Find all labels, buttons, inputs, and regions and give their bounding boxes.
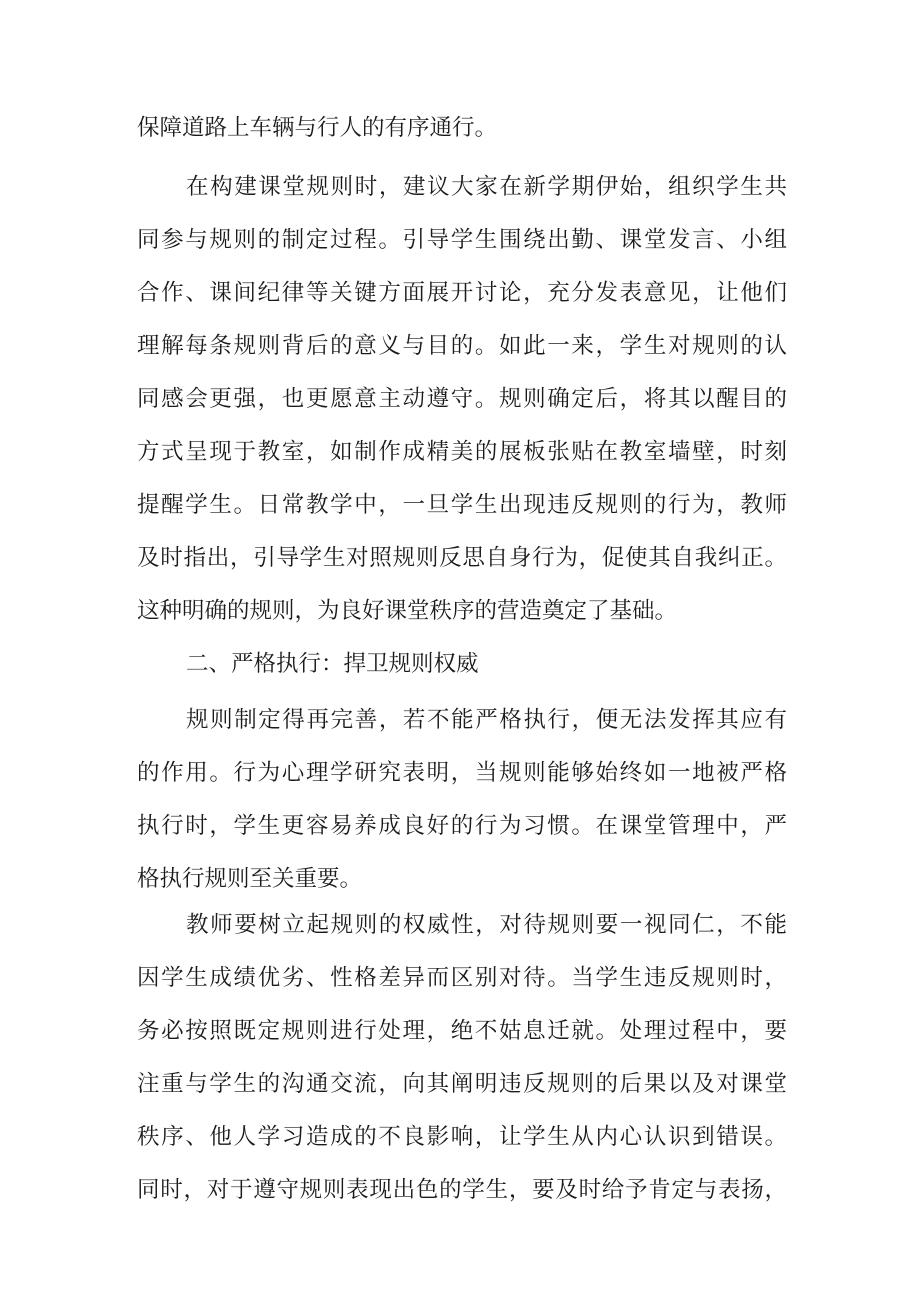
text-line-6: 同感会更强，也更愿意主动遵守。规则确定后，将其以醒目的	[137, 386, 787, 412]
text-line-16: 教师要树立起规则的权威性，对待规则要一视同仁，不能	[186, 912, 787, 938]
text-line-14: 执行时，学生更容易养成良好的行为习惯。在课堂管理中，严	[137, 813, 787, 839]
text-line-20: 秩序、他人学习造成的不良影响，让学生从内心认识到错误。	[137, 1124, 787, 1150]
text-line-5: 理解每条规则背后的意义与目的。如此一来，学生对规则的认	[137, 333, 787, 359]
text-line-7: 方式呈现于教室，如制作成精美的展板张贴在教室墙壁，时刻	[137, 439, 787, 465]
text-line-18: 务必按照既定规则进行处理，绝不姑息迁就。处理过程中，要	[137, 1018, 787, 1044]
text-line-17: 因学生成绩优劣、性格差异而区别对待。当学生违反规则时，	[137, 965, 787, 991]
text-line-8: 提醒学生。日常教学中，一旦学生出现违反规则的行为，教师	[137, 492, 787, 518]
text-line-4: 合作、课间纪律等关键方面展开讨论，充分发表意见，让他们	[137, 280, 787, 306]
text-line-15: 格执行规则至关重要。	[137, 866, 363, 892]
text-line-21: 同时，对于遵守规则表现出色的学生，要及时给予肯定与表扬，	[137, 1177, 787, 1203]
text-line-12: 规则制定得再完善，若不能严格执行，便无法发挥其应有	[186, 707, 787, 733]
text-line-3: 同参与规则的制定过程。引导学生围绕出勤、课堂发言、小组	[137, 227, 787, 253]
text-line-13: 的作用。行为心理学研究表明，当规则能够始终如一地被严格	[137, 760, 787, 786]
text-line-9: 及时指出，引导学生对照规则反思自身行为，促使其自我纠正。	[137, 545, 787, 571]
text-line-19: 注重与学生的沟通交流，向其阐明违反规则的后果以及对课堂	[137, 1071, 787, 1097]
text-line-10: 这种明确的规则，为良好课堂秩序的营造奠定了基础。	[137, 598, 678, 624]
text-line-2: 在构建课堂规则时，建议大家在新学期伊始，组织学生共	[186, 174, 787, 200]
section-heading: 二、严格执行：捍卫规则权威	[186, 651, 479, 677]
text-line-1: 保障道路上车辆与行人的有序通行。	[137, 115, 498, 141]
